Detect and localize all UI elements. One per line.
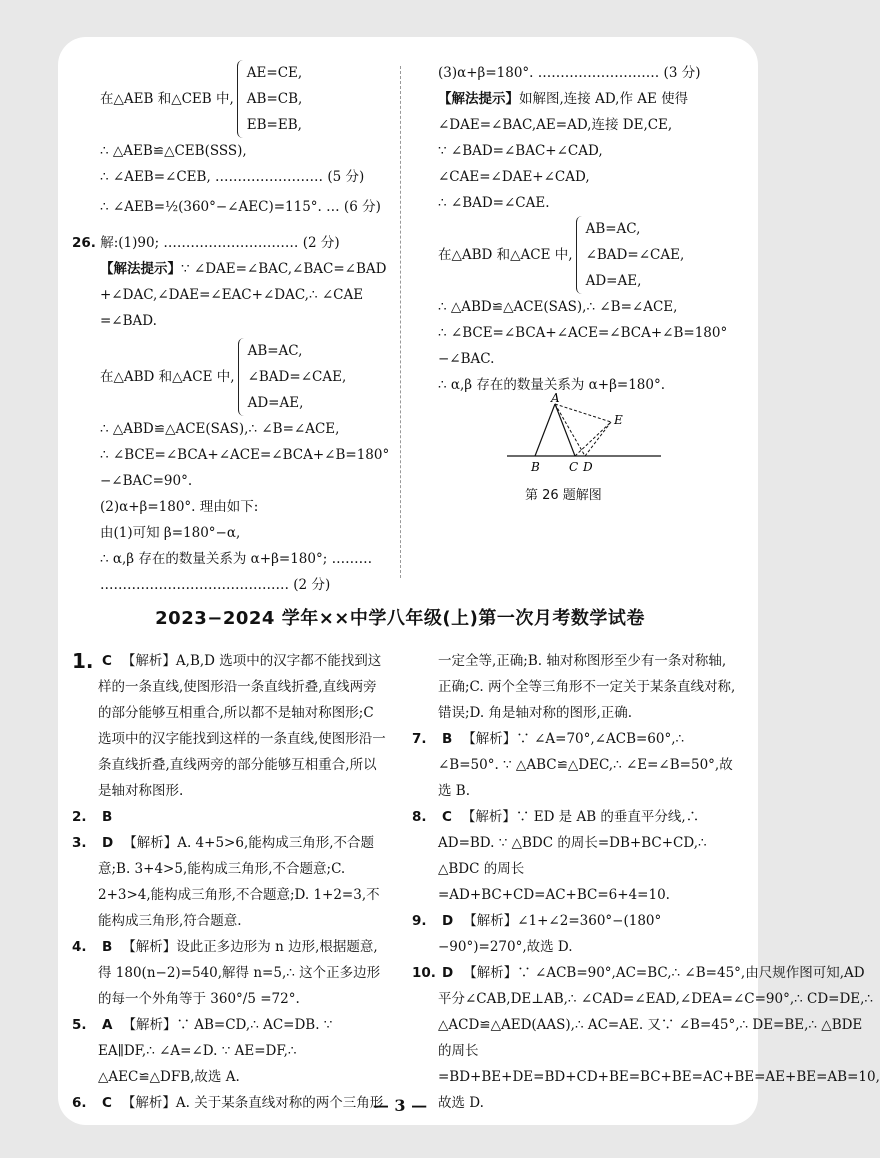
answer-letter: D — [102, 835, 114, 851]
proof-line: ∴ α,β 存在的数量关系为 α+β=180°. — [438, 377, 666, 393]
proof-line: ∴ ∠BCE=∠BCA+∠ACE=∠BCA+∠B=180° — [100, 447, 390, 463]
proof-line: 解:(1)90; ………………………… (2 分) — [100, 235, 340, 251]
right-top-column — [438, 60, 738, 398]
question-number: 2. — [72, 809, 87, 825]
congruence-system-1 — [100, 60, 390, 138]
proof-line: ∴ ∠AEB=½(360°−∠AEC)=115°. … (6 分) — [100, 199, 381, 215]
proof-line: =∠BAD. — [100, 313, 157, 329]
proof-line: …………………………………… (2 分) — [100, 577, 331, 593]
label-E: E — [614, 413, 623, 427]
answer-letter: C — [102, 1095, 112, 1111]
answer-explanation: 一定全等,正确;B. 轴对称图形至少有一条对称轴,正确;C. 两个全等三角形不一定关于某条直线对称,错误;D. 角是轴对称的图形,正确. — [438, 653, 736, 721]
question-26 — [72, 230, 390, 598]
answer-item — [72, 830, 390, 934]
answer-letter: D — [442, 913, 454, 929]
geometry-figure — [505, 391, 665, 480]
system-intro: 在△ABD 和△ACE 中, — [100, 369, 235, 385]
exam-title: 2023−2024 学年××中学八年级(上)第一次月考数学试卷 — [155, 608, 645, 629]
answer-letter: D — [442, 965, 454, 981]
left-top-column — [72, 60, 390, 598]
answers-right-column — [412, 648, 880, 1116]
proof-line: ∴ α,β 存在的数量关系为 α+β=180°; ……… — [100, 551, 373, 567]
question-number: 1. — [72, 649, 94, 673]
question-number: 3. — [72, 835, 87, 851]
proof-line: ∵ ∠DAE=∠BAC,∠BAC=∠BAD — [181, 261, 387, 277]
proof-line: (3)α+β=180°. ……………………… (3 分) — [438, 65, 701, 81]
system-line: AB=AC, — [585, 221, 641, 237]
system-line: AD=AE, — [585, 273, 642, 289]
solution-hint-label: 【解法提示】 — [100, 261, 181, 277]
congruence-system-2 — [100, 338, 390, 416]
system-line: EB=EB, — [246, 117, 302, 133]
answer-item — [412, 726, 738, 804]
proof-line: ∴ ∠BCE=∠BCA+∠ACE=∠BCA+∠B=180° — [438, 325, 728, 341]
system-line: AB=CB, — [246, 91, 303, 107]
answer-item — [412, 960, 880, 1116]
answer-letter: B — [102, 939, 113, 955]
segment-CE — [575, 422, 611, 456]
answer-letter: A — [102, 1017, 113, 1033]
congruence-system-3 — [438, 216, 738, 294]
answer-explanation: 【解析】A. 4+5>6,能构成三角形,不合题意;B. 3+4>5,能构成三角形,不合题意;C. 2+3>4,能构成三角形,不合题意;D. 1+2=3,不能构成三角形,符合题意. — [98, 835, 380, 929]
system-intro: 在△AEB 和△CEB 中, — [100, 91, 234, 107]
answer-explanation: 【解析】∵ ∠ACB=90°,AC=BC,∴ ∠B=45°,由尺规作图可知,AD 平分∠CAB,DE⊥AB,∴ ∠CAD=∠EAD,∠DEA=∠C=90°,∴ CD=DE,∴ △ACD≌△AED(AAS),∴ AC=AE. 又∵ ∠B=45°,∴ DE=BE,∴ △BDE 的周长=BD+BE+DE=BD+CD+BE=BC+BE=AC+BE=AE+BE=AB=10,故选 D. — [438, 965, 880, 1111]
segment-AC — [555, 404, 575, 456]
question-number: 10. — [412, 965, 436, 981]
proof-line: −∠BAC. — [438, 351, 495, 367]
answer-letter: C — [442, 809, 452, 825]
question-number: 8. — [412, 809, 427, 825]
proof-line: ∴ ∠BAD=∠CAE. — [438, 195, 550, 211]
brace — [237, 60, 243, 138]
label-A: A — [551, 391, 560, 405]
answer-item — [412, 648, 738, 726]
question-number: 7. — [412, 731, 427, 747]
label-B: B — [531, 460, 540, 474]
proof-line: (2)α+β=180°. 理由如下: — [100, 499, 259, 515]
answer-explanation: 【解析】A,B,D 选项中的汉字都不能找到这样的一条直线,使图形沿一条直线折叠,直线两旁的部分能够互相重合,所以都不是轴对称图形;C 选项中的汉字能找到这样的一条直线,使图形沿一条直线折叠,直线两旁的部分能够互相重合,所以是轴对称图形. — [98, 653, 386, 799]
answer-explanation: 【解析】∠1+∠2=360°−(180°−90°)=270°,故选 D. — [438, 913, 662, 955]
system-line: AD=AE, — [247, 395, 304, 411]
answer-item — [72, 648, 390, 804]
proof-line: ∴ △AEB≌△CEB(SSS), — [100, 143, 247, 159]
answers-left-column — [72, 648, 390, 1116]
solution-hint-label: 【解法提示】 — [438, 91, 519, 107]
segment-DE — [585, 422, 611, 456]
question-number: 26. — [72, 235, 96, 251]
answer-item — [72, 934, 390, 1012]
answer-explanation: 【解析】∵ ED 是 AB 的垂直平分线,∴ AD=BD. ∵ △BDC 的周长=DB+BC+CD,∴ △BDC 的周长=AD+BC+CD=AC+BC=6+4=10. — [438, 809, 707, 903]
system-intro: 在△ABD 和△ACE 中, — [438, 247, 573, 263]
answer-explanation: 【解析】A. 关于某条直线对称的两个三角形 — [121, 1095, 384, 1111]
answer-letter: B — [102, 809, 113, 825]
question-number: 5. — [72, 1017, 87, 1033]
brace — [576, 216, 582, 294]
proof-line: ∠CAE=∠DAE+∠CAD, — [438, 169, 590, 185]
proof-line: ∵ ∠BAD=∠BAC+∠CAD, — [438, 143, 603, 159]
label-C: C — [569, 460, 579, 474]
answer-explanation: 【解析】设此正多边形为 n 边形,根据题意,得 180(n−2)=540,解得 n=5,∴ 这个正多边形的每一个外角等于 360°/5 =72°. — [98, 939, 381, 1007]
page-number: — 3 — — [372, 1096, 428, 1115]
answer-item — [412, 804, 738, 908]
question-number: 9. — [412, 913, 427, 929]
proof-line: ∠DAE=∠BAC,AE=AD,连接 DE,CE, — [438, 117, 673, 133]
segment-AB — [535, 404, 555, 456]
system-line: ∠BAD=∠CAE, — [247, 369, 347, 385]
proof-line: +∠DAC,∠DAE=∠EAC+∠DAC,∴ ∠CAE — [100, 287, 364, 303]
answer-letter: C — [102, 653, 112, 669]
system-line: AB=AC, — [247, 343, 303, 359]
question-number: 4. — [72, 939, 87, 955]
figure-caption: 第 26 题解图 — [525, 488, 602, 503]
answer-item — [412, 908, 738, 960]
column-divider — [400, 66, 401, 578]
answer-item — [72, 1012, 390, 1090]
answer-letter: B — [442, 731, 453, 747]
proof-line: 如解图,连接 AD,作 AE 使得 — [519, 91, 689, 107]
system-line: ∠BAD=∠CAE, — [585, 247, 685, 263]
answer-explanation: 【解析】∵ ∠A=70°,∠ACB=60°,∴ ∠B=50°. ∵ △ABC≌△DEC,∴ ∠E=∠B=50°,故选 B. — [438, 731, 733, 799]
proof-line: ∴ △ABD≌△ACE(SAS),∴ ∠B=∠ACE, — [438, 299, 678, 315]
question-number — [412, 648, 438, 726]
label-D: D — [583, 460, 593, 474]
proof-line: 由(1)可知 β=180°−α, — [100, 525, 241, 541]
brace — [238, 338, 244, 416]
system-line: AE=CE, — [246, 65, 303, 81]
answer-explanation: 【解析】∵ AB=CD,∴ AC=DB. ∵ EA∥DF,∴ ∠A=∠D. ∵ AE=DF,∴ △AEC≌△DFB,故选 A. — [98, 1017, 333, 1085]
proof-line: ∴ ∠AEB=∠CEB, …………………… (5 分) — [100, 169, 365, 185]
proof-line: −∠BAC=90°. — [100, 473, 193, 489]
question-number: 6. — [72, 1095, 87, 1111]
proof-line: ∴ △ABD≌△ACE(SAS),∴ ∠B=∠ACE, — [100, 421, 340, 437]
answer-item — [72, 804, 390, 830]
